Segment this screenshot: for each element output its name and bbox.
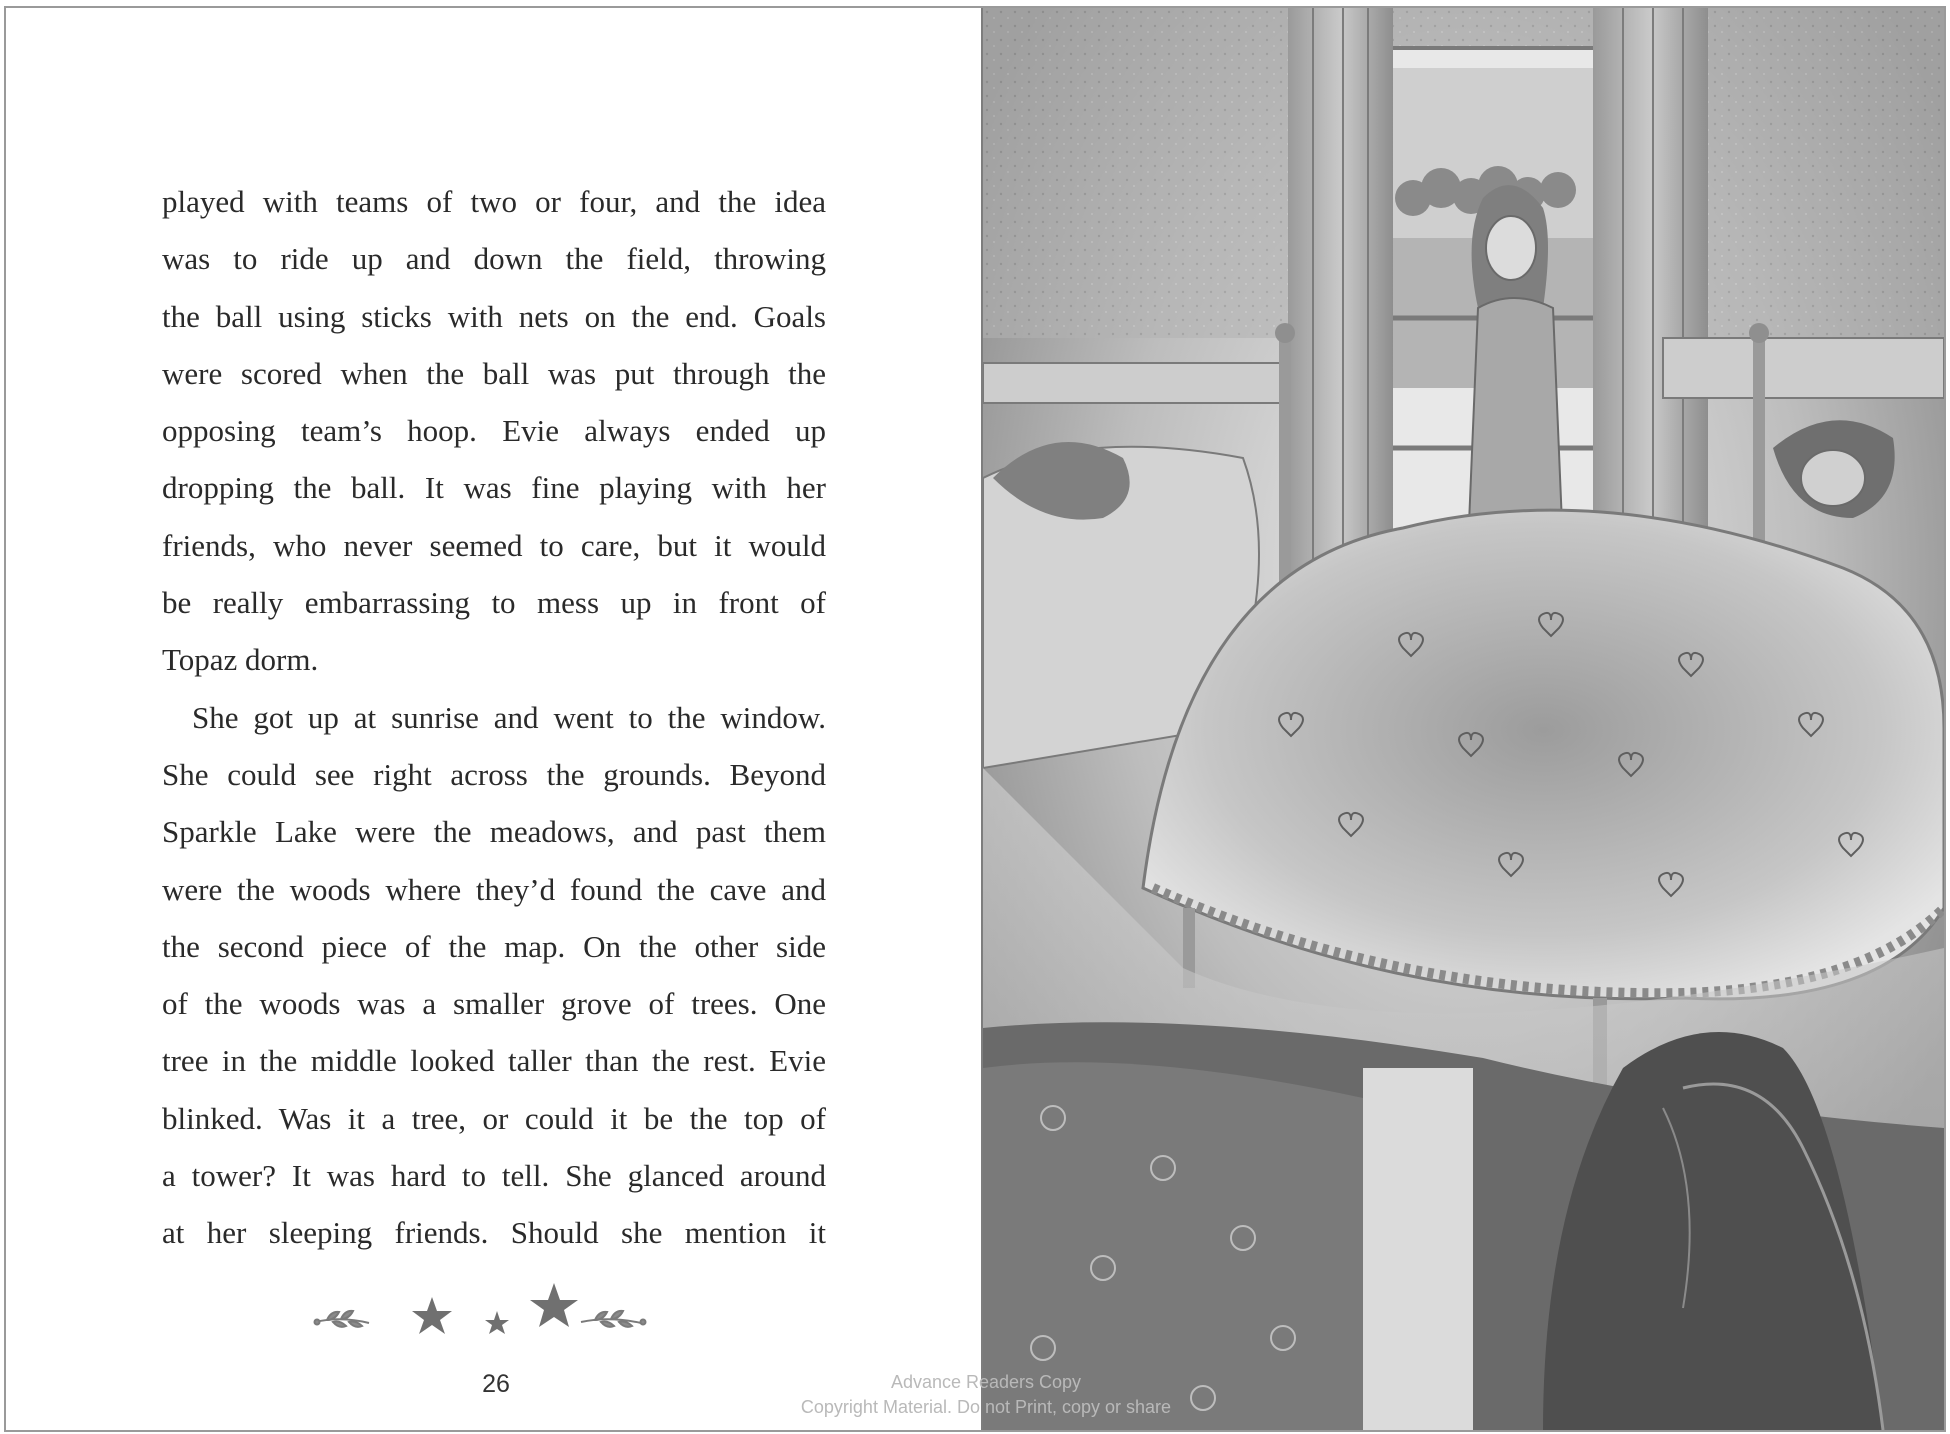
star-icon [485,1311,509,1334]
text-line: tree in the middle looked taller than the rest. Evie [162,1043,826,1079]
text-line: was to ride up and down the field, throwing [162,241,826,277]
right-sprig-icon [581,1311,646,1327]
watermark-line: Advance Readers Copy [890,1372,1082,1392]
watermark [726,1370,1246,1420]
text-line: Sparkle Lake were the meadows, and past them [162,814,826,850]
page-number: 26 [482,1370,510,1398]
star-ornament-icon [311,1276,661,1346]
text-line: She got up at sunrise and went to the window. [192,699,826,735]
text-line: were scored when the ball was put through the [162,355,826,391]
right-page [981,8,1944,1430]
dormitory-bedroom-illustration-icon [983,8,1944,1430]
text-line: were the woods where they’d found the cave and [162,871,826,907]
star-icon [412,1297,452,1334]
text-line: dropping the ball. It was fine playing with her [162,470,826,506]
book-spread [4,6,1946,1432]
text-line: be really embarrassing to mess up in front of [162,585,826,621]
left-page [6,8,981,1430]
text-line: played with teams of two or four, and the idea [162,184,826,219]
text-line: Topaz dorm. [162,642,319,678]
star-icon [530,1283,578,1327]
text-line: a tower? It was hard to tell. She glanced around [162,1158,826,1194]
text-line: friends, who never seemed to care, but it would [162,527,826,563]
text-line: the second piece of the map. On the other side [162,928,826,964]
text-line: of the woods was a smaller grove of trees. One [162,986,826,1022]
body-text [162,173,826,1262]
left-sprig-icon [315,1311,370,1327]
text-line: opposing team’s hoop. Evie always ended up [162,413,826,449]
watermark-line: Copyright Material. Do not Print, copy or share [800,1397,1172,1417]
text-line: She could see right across the grounds. Beyond [162,756,826,792]
text-line: the ball using sticks with nets on the end. Goals [162,298,826,334]
text-line: blinked. Was it a tree, or could it be the top of [162,1100,826,1136]
text-line: at her sleeping friends. Should she mention it [162,1215,826,1251]
